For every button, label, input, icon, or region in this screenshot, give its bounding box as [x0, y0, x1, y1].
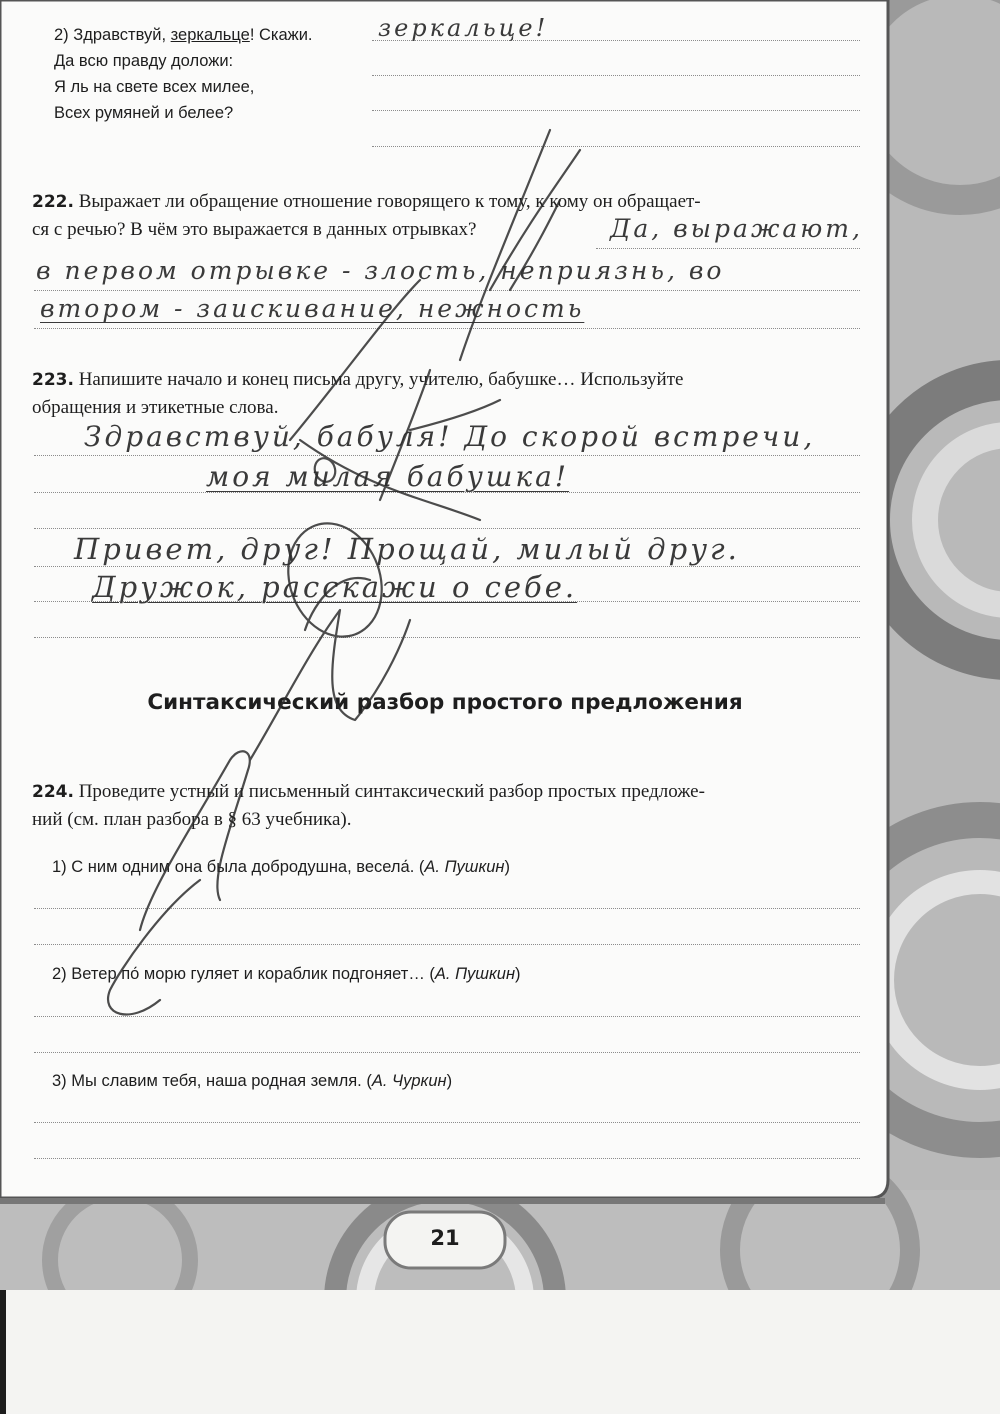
- poem-line-1-suffix: ! Скажи.: [249, 26, 313, 44]
- answer-line: [34, 1052, 860, 1053]
- exercise-222-number: 222.: [32, 192, 74, 212]
- page-number: 21: [430, 1226, 460, 1250]
- handwritten-answer-223-3: Привет, друг! Прощай, милый друг.: [74, 532, 740, 566]
- exercise-222-line-1: Выражает ли обращение отношение говорящего к тому, к кому он обращает-: [78, 191, 701, 212]
- answer-line: [372, 75, 860, 76]
- sentence-2-text: 2) Ветер по́ морю гуляет и кораблик подгоняет…: [52, 965, 430, 983]
- exercise-223-line-1: Напишите начало и конец письма другу, учителю, бабушке… Используйте: [78, 369, 684, 390]
- handwritten-answer-poem: зеркальце!: [378, 14, 549, 42]
- poem-line-1-prefix: 2) Здравствуй,: [54, 26, 171, 44]
- sentence-1-text: 1) С ним одним она была добродушна, весела́.: [52, 858, 419, 876]
- sentence-2: 2) Ветер по́ морю гуляет и кораблик подгоняет… (А. Пушкин): [52, 965, 521, 983]
- handwritten-answer-222-2: в первом отрывке - злость, неприязнь, во: [36, 256, 725, 285]
- poem-line-4: Всех румяней и белее?: [54, 104, 234, 122]
- poem-underlined-word: зеркальце: [170, 26, 250, 44]
- sentence-3-text: 3) Мы славим тебя, наша родная земля.: [52, 1072, 367, 1090]
- sentence-3-author: А. Чуркин: [371, 1072, 447, 1090]
- poem-line-1: [54, 26, 313, 45]
- exercise-224-line-1: Проведите устный и письменный синтаксический разбор простых предложе-: [78, 781, 705, 802]
- handwritten-answer-222-1: Да, выражают,: [610, 214, 863, 243]
- sentence-1-author: А. Пушкин: [424, 858, 505, 876]
- exercise-224-line-2: ний (см. план разбора в § 63 учебника).: [32, 809, 352, 830]
- poem-line-2: Да всю правду доложи:: [54, 52, 234, 70]
- handwritten-watermark-stamp: [80, 110, 640, 1030]
- answer-line: [34, 1122, 860, 1123]
- exercise-222-line-2: ся с речью? В чём это выражается в данных отрывках?: [32, 219, 477, 240]
- answer-line: [34, 1158, 860, 1159]
- poem-line-3: Я ль на свете всех милее,: [54, 78, 255, 96]
- handwritten-answer-223-2: моя милая бабушка!: [206, 460, 570, 493]
- handwritten-answer-222-3: втором - заискивание, нежность: [40, 294, 585, 323]
- sentence-2-author: А. Пушкин: [434, 965, 516, 983]
- exercise-224-number: 224.: [32, 782, 74, 802]
- sentence-1: 1) С ним одним она была добродушна, весела́. (А. Пушкин): [52, 858, 511, 876]
- section-title: Синтаксический разбор простого предложения: [147, 690, 743, 715]
- exercise-223-line-2: обращения и этикетные слова.: [32, 397, 279, 418]
- sentence-3: 3) Мы славим тебя, наша родная земля. (А. Чуркин): [52, 1072, 453, 1090]
- handwritten-answer-223-1: Здравствуй, бабуля! До скорой встречи,: [84, 420, 816, 453]
- handwritten-answer-223-4: Дружок, расскажи о себе.: [92, 570, 578, 604]
- exercise-223-number: 223.: [32, 370, 74, 390]
